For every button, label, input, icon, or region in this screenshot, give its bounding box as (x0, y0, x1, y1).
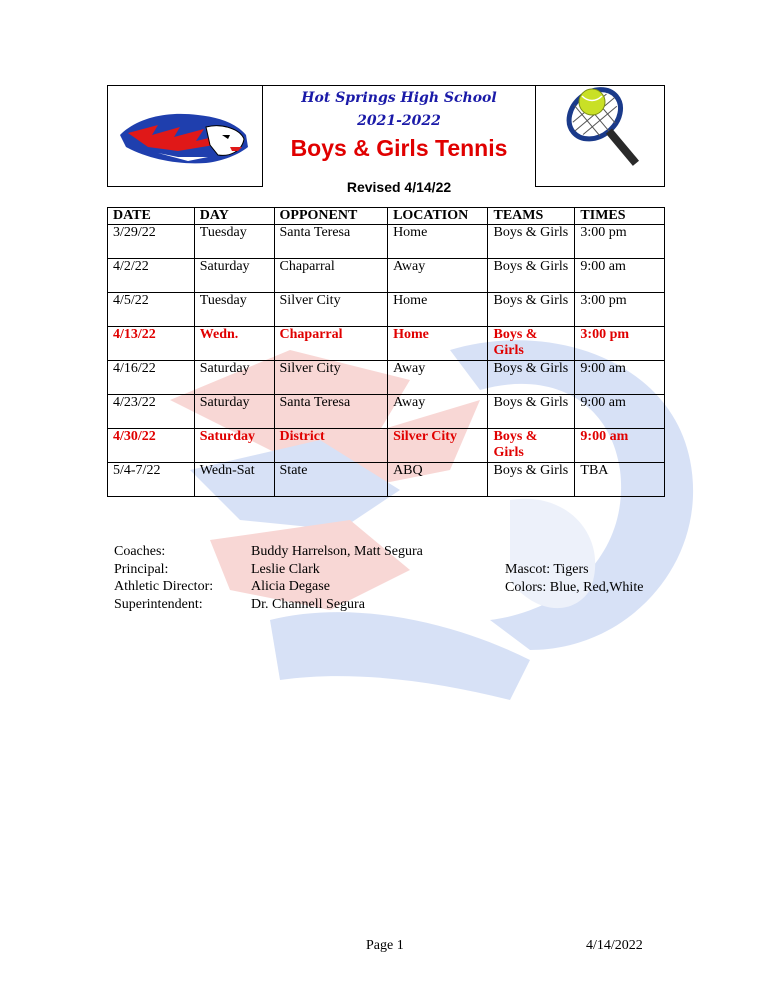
revised-date: Revised 4/14/22 (263, 179, 535, 195)
table-row (108, 327, 665, 361)
table-cell: 4/30/22 (108, 429, 195, 463)
logo-cell (108, 86, 263, 186)
tennis-racket-icon (540, 86, 660, 186)
staff-label: Principal: (114, 561, 169, 577)
table-cell: 4/16/22 (108, 361, 195, 395)
table-cell: 3:00 pm (575, 327, 665, 361)
table-cell: Tuesday (194, 293, 274, 327)
table-cell: Santa Teresa (274, 225, 388, 259)
schedule-table (107, 207, 665, 497)
staff-value: Leslie Clark (251, 561, 320, 577)
staff-list (114, 543, 423, 613)
table-cell: State (274, 463, 388, 497)
title-cell (263, 86, 536, 195)
staff-row-coaches (114, 543, 423, 561)
table-cell: Chaparral (274, 327, 388, 361)
table-row (108, 395, 665, 429)
staff-row-superintendent (114, 596, 423, 614)
table-cell: Away (388, 259, 488, 293)
table-cell: 4/23/22 (108, 395, 195, 429)
table-row (108, 293, 665, 327)
column-header: OPPONENT (274, 208, 388, 225)
table-cell: Saturday (194, 259, 274, 293)
table-cell: Tuesday (194, 225, 274, 259)
table-cell: 9:00 am (575, 395, 665, 429)
table-cell: Wedn-Sat (194, 463, 274, 497)
table-row (108, 429, 665, 463)
mascot-text: Mascot: Tigers (505, 562, 589, 577)
table-cell: Boys & Girls (488, 293, 575, 327)
column-header: TEAMS (488, 208, 575, 225)
staff-label: Coaches: (114, 544, 166, 559)
table-cell: 4/13/22 (108, 327, 195, 361)
table-cell: Away (388, 361, 488, 395)
page-title: Boys & Girls Tennis (290, 135, 508, 161)
column-header: DATE (108, 208, 195, 225)
page-number: Page 1 (366, 938, 404, 953)
colors-text: Colors: Blue, Red,White (505, 579, 644, 595)
table-cell: Away (388, 395, 488, 429)
staff-row-principal (114, 561, 423, 579)
table-cell: Saturday (194, 395, 274, 429)
staff-row-athletic-director (114, 578, 423, 596)
staff-value: Dr. Channell Segura (251, 596, 365, 612)
table-row (108, 463, 665, 497)
school-name: Hot Springs High School (301, 90, 497, 106)
table-cell: 9:00 am (575, 429, 665, 463)
table-cell: Boys & Girls (488, 463, 575, 497)
table-cell: 9:00 am (575, 361, 665, 395)
table-cell: Silver City (274, 293, 388, 327)
table-cell: 3:00 pm (575, 293, 665, 327)
table-cell: Silver City (274, 361, 388, 395)
column-header: DAY (194, 208, 274, 225)
table-cell: District (274, 429, 388, 463)
table-cell: Santa Teresa (274, 395, 388, 429)
mascot-colors (505, 561, 643, 596)
table-cell: TBA (575, 463, 665, 497)
table-cell: Saturday (194, 429, 274, 463)
table-row (108, 259, 665, 293)
table-header-row (108, 208, 665, 225)
table-cell: Home (388, 293, 488, 327)
table-cell: Silver City (388, 429, 488, 463)
table-cell: Boys & Girls (488, 225, 575, 259)
header-box (107, 85, 665, 195)
staff-label: Superintendent: (114, 596, 203, 612)
table-row (108, 225, 665, 259)
table-cell: Boys & Girls (488, 259, 575, 293)
column-header: TIMES (575, 208, 665, 225)
staff-value: Buddy Harrelson, Matt Segura (251, 544, 423, 559)
table-cell: 3:00 pm (575, 225, 665, 259)
table-cell: Boys & Girls (488, 429, 575, 463)
table-cell: Boys & Girls (488, 327, 575, 361)
footer-date: 4/14/2022 (586, 938, 643, 953)
table-cell: 9:00 am (575, 259, 665, 293)
table-cell: Wedn. (194, 327, 274, 361)
table-cell: 5/4-7/22 (108, 463, 195, 497)
table-row (108, 361, 665, 395)
tiger-logo-icon (118, 105, 253, 167)
table-cell: Home (388, 327, 488, 361)
table-cell: Boys & Girls (488, 361, 575, 395)
table-cell: ABQ (388, 463, 488, 497)
table-cell: Chaparral (274, 259, 388, 293)
column-header: LOCATION (388, 208, 488, 225)
table-cell: Saturday (194, 361, 274, 395)
racket-cell (536, 86, 664, 186)
staff-value: Alicia Degase (251, 579, 330, 594)
table-cell: 3/29/22 (108, 225, 195, 259)
staff-label: Athletic Director: (114, 579, 214, 594)
table-cell: 4/5/22 (108, 293, 195, 327)
table-cell: 4/2/22 (108, 259, 195, 293)
table-cell: Boys & Girls (488, 395, 575, 429)
table-cell: Home (388, 225, 488, 259)
season-years: 2021-2022 (357, 113, 441, 129)
